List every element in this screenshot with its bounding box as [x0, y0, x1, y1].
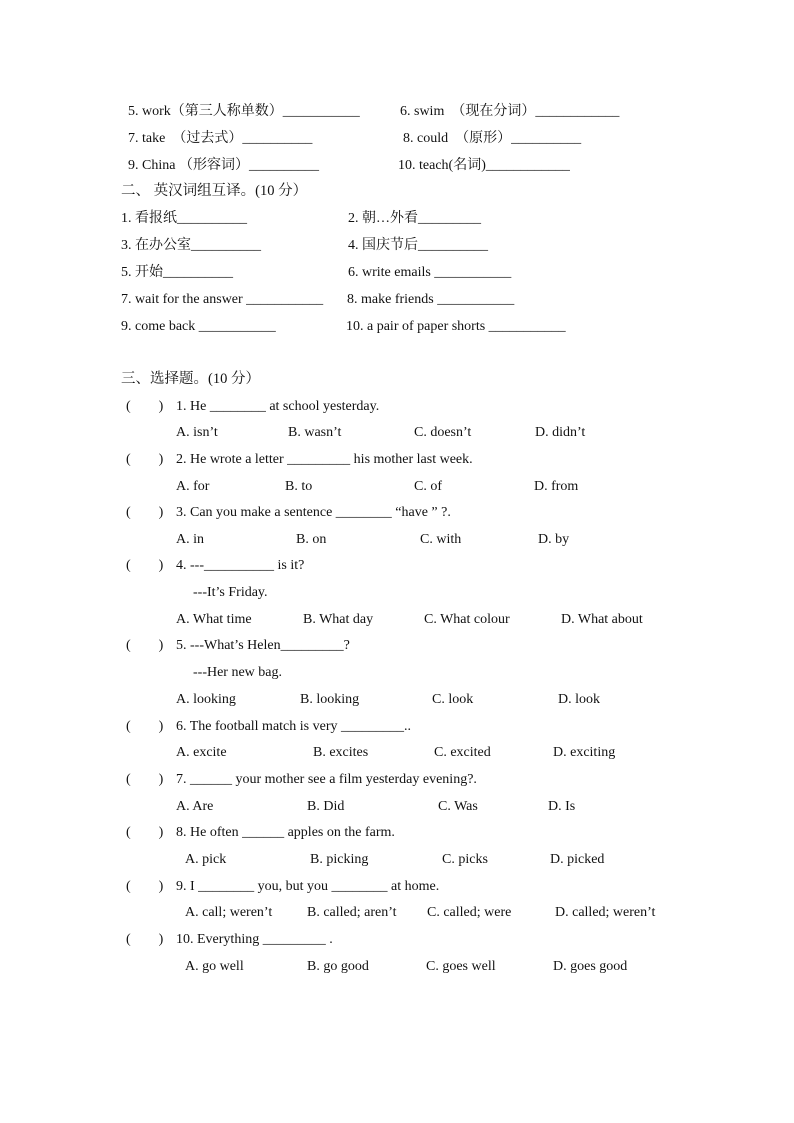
translation-item: 8. make friends ___________	[347, 292, 515, 307]
option-b: B. wasn’t	[288, 425, 342, 440]
answer-paren: ( )	[126, 932, 164, 947]
option-d: D. by	[538, 532, 570, 547]
option-c: C. look	[432, 692, 474, 707]
translation-item: 4. 国庆节后__________	[348, 238, 488, 253]
option-c: C. picks	[442, 852, 488, 867]
answer-paren: ( )	[126, 505, 164, 520]
option-b: B. Did	[307, 799, 345, 814]
question-reply: ---It’s Friday.	[193, 585, 268, 600]
question-stem: 5. ---What’s Helen_________?	[176, 638, 350, 653]
option-c: C. What colour	[424, 612, 510, 627]
word-form-item: 9. China （形容词）__________	[128, 158, 319, 173]
option-d: D. exciting	[553, 745, 616, 760]
word-form-item: 5. work（第三人称单数）___________	[128, 104, 360, 119]
option-a: A. excite	[176, 745, 227, 760]
answer-paren: ( )	[126, 772, 164, 787]
option-c: C. of	[414, 479, 442, 494]
option-b: B. excites	[313, 745, 369, 760]
answer-paren: ( )	[126, 638, 164, 653]
question-stem: 8. He often ______ apples on the farm.	[176, 825, 395, 840]
option-b: B. go good	[307, 959, 369, 974]
question-reply: ---Her new bag.	[193, 665, 283, 680]
question-stem: 9. I ________ you, but you ________ at home.	[176, 879, 440, 894]
question-stem: 1. He ________ at school yesterday.	[176, 399, 380, 414]
option-c: C. Was	[438, 799, 478, 814]
option-a: A. pick	[185, 852, 227, 867]
question-stem: 10. Everything _________ .	[176, 932, 333, 947]
question-stem: 7. ______ your mother see a film yesterday evening?.	[176, 772, 477, 787]
translation-item: 7. wait for the answer ___________	[121, 292, 324, 307]
option-c: C. goes well	[426, 959, 496, 974]
translation-item: 5. 开始__________	[121, 265, 233, 280]
option-d: D. picked	[550, 852, 605, 867]
option-c: C. excited	[434, 745, 491, 760]
section3-heading: 三、选择题。(10 分）	[121, 371, 260, 387]
option-a: A. Are	[176, 799, 214, 814]
option-d: D. from	[534, 479, 579, 494]
option-c: C. doesn’t	[414, 425, 472, 440]
answer-paren: ( )	[126, 558, 164, 573]
option-d: D. look	[558, 692, 600, 707]
answer-paren: ( )	[126, 825, 164, 840]
translation-item: 1. 看报纸__________	[121, 211, 247, 226]
option-b: B. looking	[300, 692, 360, 707]
question-stem: 3. Can you make a sentence ________ “have ” ?.	[176, 505, 451, 520]
option-b: B. to	[285, 479, 313, 494]
option-c: C. called; were	[427, 905, 512, 920]
option-a: A. call; weren’t	[185, 905, 273, 920]
question-stem: 2. He wrote a letter _________ his mother last week.	[176, 452, 473, 467]
translation-item: 3. 在办公室__________	[121, 238, 261, 253]
option-b: B. picking	[310, 852, 369, 867]
answer-paren: ( )	[126, 399, 164, 414]
word-form-item: 7. take （过去式）__________	[128, 131, 313, 146]
option-a: A. for	[176, 479, 210, 494]
answer-paren: ( )	[126, 452, 164, 467]
translation-item: 10. a pair of paper shorts ___________	[346, 319, 566, 334]
translation-item: 9. come back ___________	[121, 319, 276, 334]
option-c: C. with	[420, 532, 462, 547]
answer-paren: ( )	[126, 879, 164, 894]
option-d: D. didn’t	[535, 425, 586, 440]
question-stem: 4. ---__________ is it?	[176, 558, 305, 573]
option-a: A. looking	[176, 692, 236, 707]
option-d: D. called; weren’t	[555, 905, 656, 920]
option-a: A. isn’t	[176, 425, 218, 440]
word-form-item: 6. swim （现在分词）____________	[400, 104, 620, 119]
section2-heading: 二、 英汉词组互译。(10 分）	[121, 183, 308, 199]
word-form-item: 10. teach(名词)____________	[398, 158, 570, 173]
translation-item: 6. write emails ___________	[348, 265, 512, 280]
option-b: B. What day	[303, 612, 374, 627]
option-b: B. called; aren’t	[307, 905, 397, 920]
option-a: A. in	[176, 532, 204, 547]
option-b: B. on	[296, 532, 327, 547]
option-a: A. go well	[185, 959, 244, 974]
option-d: D. Is	[548, 799, 576, 814]
option-d: D. goes good	[553, 959, 628, 974]
option-a: A. What time	[176, 612, 252, 627]
option-d: D. What about	[561, 612, 643, 627]
word-form-item: 8. could （原形）__________	[403, 131, 582, 146]
question-stem: 6. The football match is very _________..	[176, 719, 411, 734]
translation-item: 2. 朝…外看_________	[348, 211, 481, 226]
answer-paren: ( )	[126, 719, 164, 734]
